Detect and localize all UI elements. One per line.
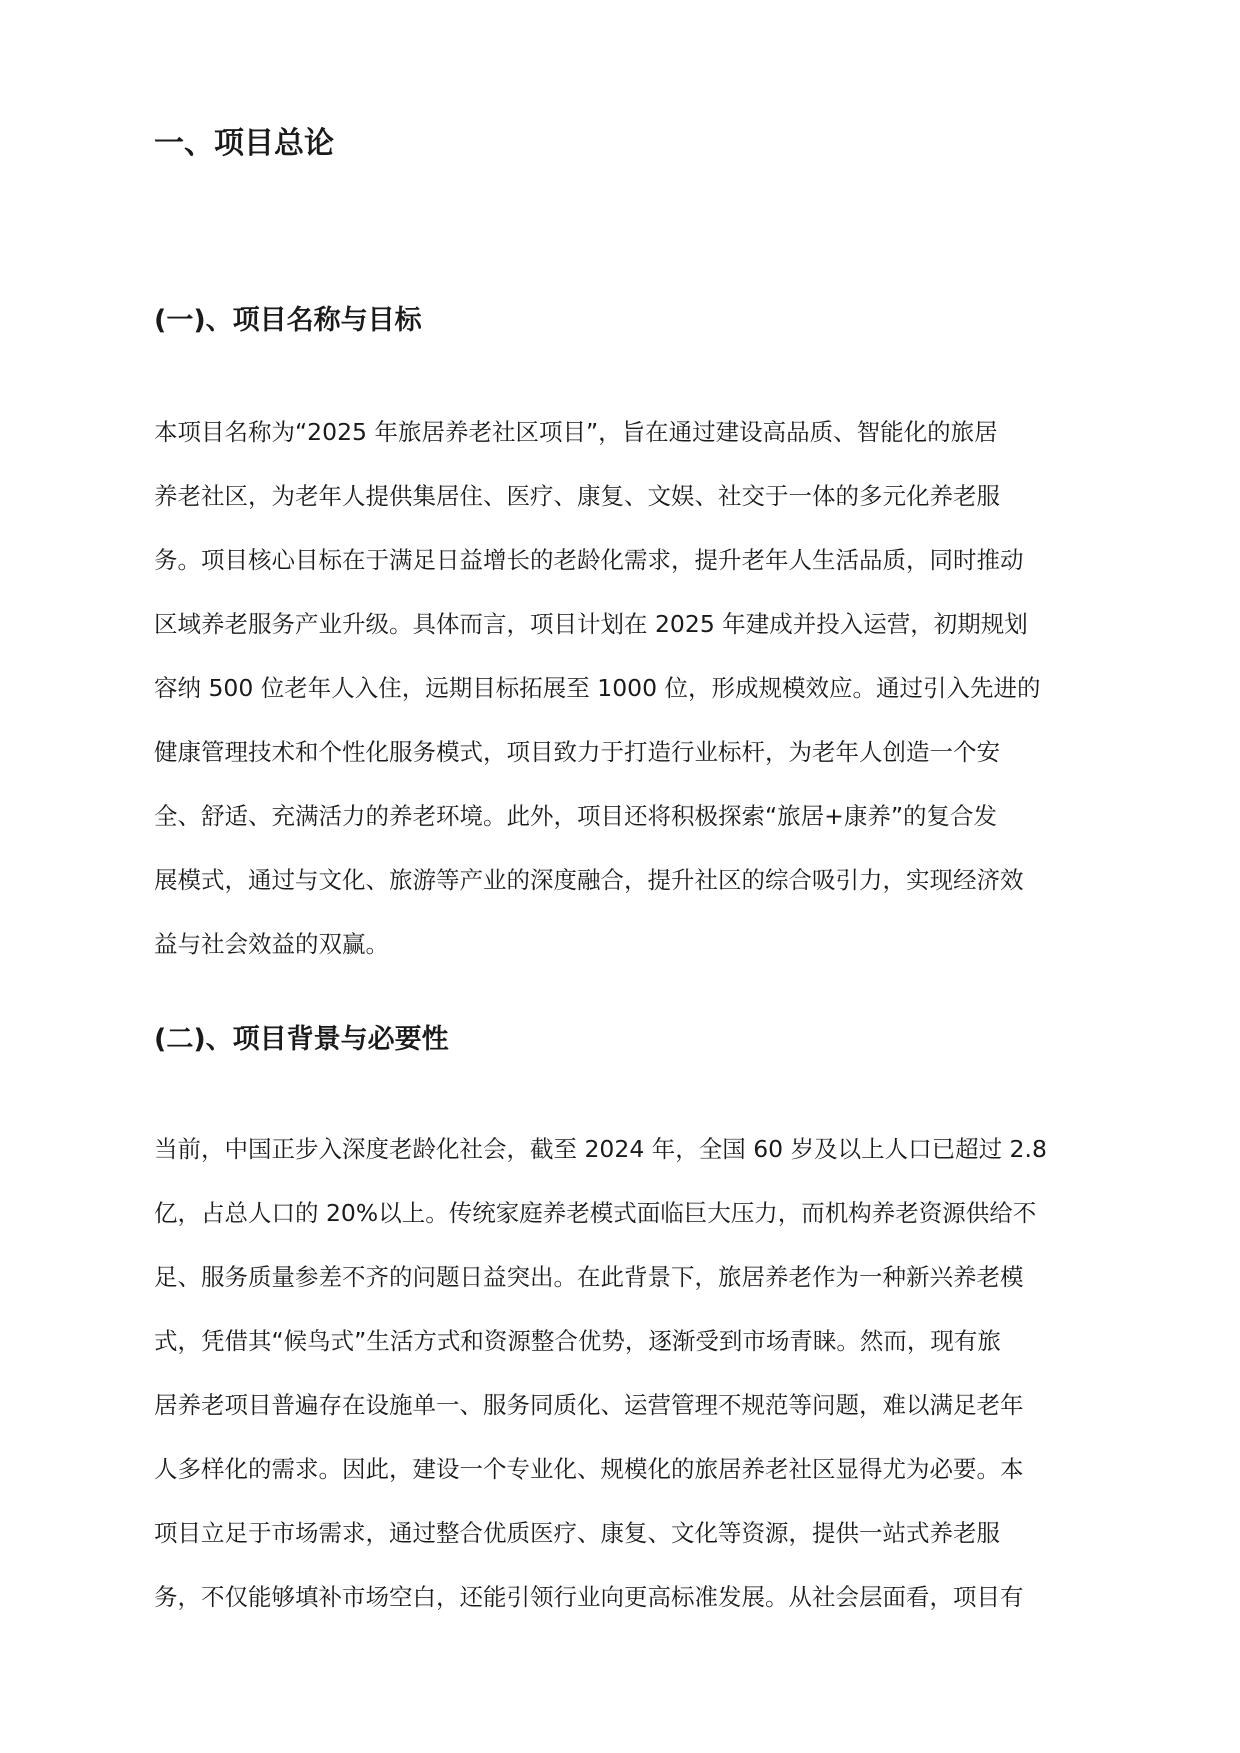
paragraph-line: 展模式，通过与文化、旅游等产业的深度融合，提升社区的综合吸引力，实现经济效 [154,866,1024,894]
paragraph-line: 务。项目核心目标在于满足日益增长的老龄化需求，提升老年人生活品质，同时推动 [154,546,1024,574]
section-title-background-necessity: (二)、项目背景与必要性 [154,1024,449,1055]
paragraph-line: 足、服务质量参差不齐的问题日益突出。在此背景下，旅居养老作为一种新兴养老模 [154,1263,1024,1291]
section-paragraph-project-name-goals [154,400,1094,976]
paragraph-line: 本项目名称为“2025 年旅居养老社区项目”，旨在通过建设高品质、智能化的旅居 [154,418,998,446]
paragraph-line: 居养老项目普遍存在设施单一、服务同质化、运营管理不规范等问题，难以满足老年 [154,1391,1024,1419]
paragraph-line: 健康管理技术和个性化服务模式，项目致力于打造行业标杆，为老年人创造一个安 [154,738,1000,766]
section-paragraph-background-necessity [154,1117,1094,1629]
paragraph-line: 亿，占总人口的 20%以上。传统家庭养老模式面临巨大压力，而机构养老资源供给不 [154,1199,1037,1227]
paragraph-line: 务，不仅能够填补市场空白，还能引领行业向更高标准发展。从社会层面看，项目有 [154,1583,1024,1611]
paragraph-line: 人多样化的需求。因此，建设一个专业化、规模化的旅居养老社区显得尤为必要。本 [154,1455,1024,1483]
paragraph-line: 区域养老服务产业升级。具体而言，项目计划在 2025 年建成并投入运营，初期规划 [154,610,1028,638]
section-title-project-name-goals: (一)、项目名称与目标 [154,305,422,336]
paragraph-line: 益与社会效益的双赢。 [154,930,389,958]
paragraph-line: 容纳 500 位老年人入住，远期目标拓展至 1000 位，形成规模效应。通过引入先进的 [154,674,1041,702]
paragraph-line: 项目立足于市场需求，通过整合优质医疗、康复、文化等资源，提供一站式养老服 [154,1519,1000,1547]
chapter-title: 一、项目总论 [154,126,334,161]
paragraph-line: 全、舒适、充满活力的养老环境。此外，项目还将积极探索“旅居+康养”的复合发 [154,802,998,830]
paragraph-line: 养老社区，为老年人提供集居住、医疗、康复、文娱、社交于一体的多元化养老服 [154,482,1000,510]
paragraph-line: 式，凭借其“候鸟式”生活方式和资源整合优势，逐渐受到市场青睐。然而，现有旅 [154,1327,1001,1355]
paragraph-line: 当前，中国正步入深度老龄化社会，截至 2024 年，全国 60 岁及以上人口已超过 2.8 [154,1135,1047,1163]
